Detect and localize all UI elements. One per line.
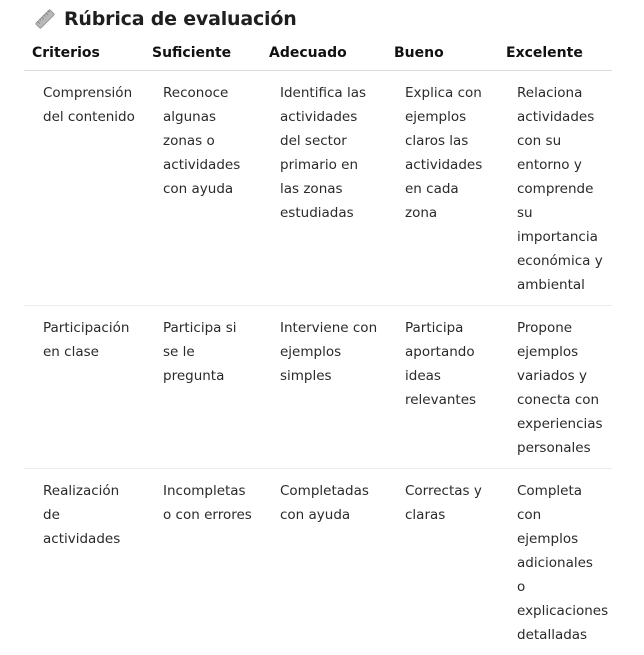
cell-adecuado: Completadas con ayuda [261,469,386,655]
cell-criterio: Realización de actividades [24,469,144,655]
cell-suficiente: Incompletas o con errores [144,469,261,655]
header-excelente: Excelente [498,38,612,71]
table-row [24,306,612,469]
cell-criterio: Comprensión del contenido [24,71,144,306]
ruler-icon [34,8,56,30]
header-criterios: Criterios [24,38,144,71]
header-row [24,38,612,71]
cell-bueno: Explica con ejemplos claros las actividades en cada zona [386,71,498,306]
cell-excelente: Propone ejemplos variados y conecta con experiencias personales [498,306,612,469]
title-text: Rúbrica de evaluación [64,8,297,30]
header-suficiente: Suficiente [144,38,261,71]
cell-criterio: Participación en clase [24,306,144,469]
cell-suficiente: Participa si se le pregunta [144,306,261,469]
cell-bueno: Participa aportando ideas relevantes [386,306,498,469]
cell-excelente: Completa con ejemplos adicionales o explicaciones detalladas [498,469,612,655]
table-row [24,71,612,306]
rubric-table [24,38,612,655]
cell-bueno: Correctas y claras [386,469,498,655]
page-title [34,4,297,34]
header-bueno: Bueno [386,38,498,71]
cell-adecuado: Identifica las actividades del sector primario en las zonas estudiadas [261,71,386,306]
cell-suficiente: Reconoce algunas zonas o actividades con ayuda [144,71,261,306]
table-row [24,469,612,655]
header-adecuado: Adecuado [261,38,386,71]
cell-excelente: Relaciona actividades con su entorno y comprende su importancia económica y ambiental [498,71,612,306]
cell-adecuado: Interviene con ejemplos simples [261,306,386,469]
